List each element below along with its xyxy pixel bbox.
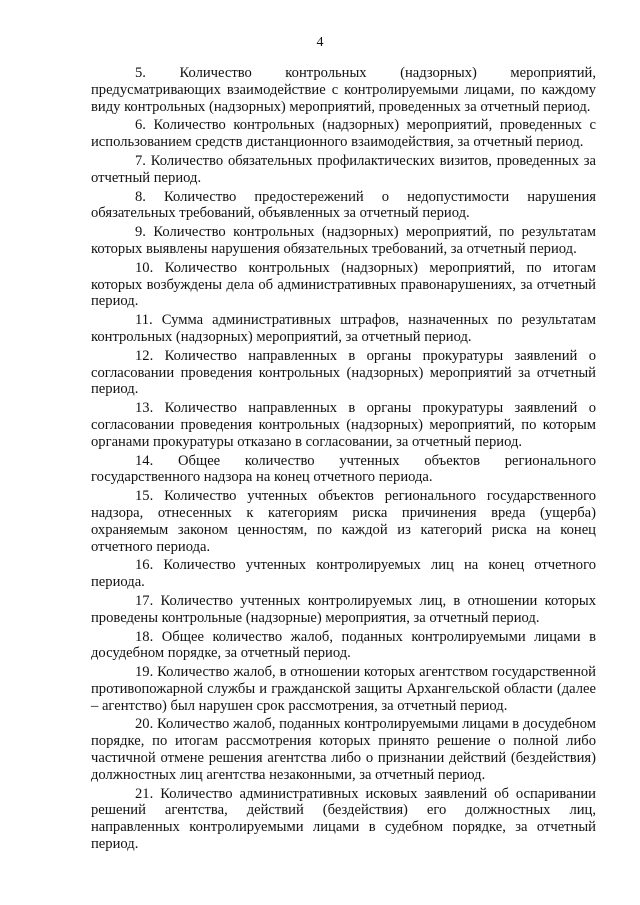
list-item-20: 20. Количество жалоб, поданных контролируемыми лицами в досудебном порядке, по итогам рассмотрения которых принято решение о полной либо частичной отмене решения агентства либо о признании действий (бездействия) должностных лиц агентства незаконными, за отчетный период. <box>91 716 596 783</box>
list-item-18: 18. Общее количество жалоб, поданных контролируемыми лицами в досудебном порядке, за отчетный период. <box>91 628 596 662</box>
document-body <box>91 65 596 855</box>
list-item-16: 16. Количество учтенных контролируемых лиц на конец отчетного периода. <box>91 557 596 591</box>
list-item-7: 7. Количество обязательных профилактических визитов, проведенных за отчетный период. <box>91 152 596 186</box>
list-item-10: 10. Количество контрольных (надзорных) мероприятий, по итогам которых возбуждены дела об административных правонарушениях, за отчетный период. <box>91 259 596 310</box>
page-number: 4 <box>316 35 324 50</box>
list-item-9: 9. Количество контрольных (надзорных) мероприятий, по результатам которых выявлены нарушения обязательных требований, за отчетный период. <box>91 224 596 257</box>
list-item-15: 15. Количество учтенных объектов регионального государственного надзора, отнесенных к категориям риска причинения вреда (ущерба) охраняемым законом ценностям, по каждой из категорий риска на конец отчетного периода. <box>91 488 596 555</box>
list-item-19: 19. Количество жалоб, в отношении которых агентством государственной противопожарной службы и гражданской защиты Архангельской области (далее – агентство) был нарушен срок рассмотрения, за отчетный период. <box>91 664 596 714</box>
list-item-6: 6. Количество контрольных (надзорных) мероприятий, проведенных с использованием средств дистанционного взаимодействия, за отчетный период. <box>91 117 596 151</box>
list-item-14: 14. Общее количество учтенных объектов регионального государственного надзора на конец отчетного периода. <box>91 452 596 486</box>
list-item-11: 11. Сумма административных штрафов, назначенных по результатам контрольных (надзорных) мероприятий, за отчетный период. <box>91 312 596 345</box>
list-item-21: 21. Количество административных исковых заявлений об оспаривании решений агентства, действий (бездействия) его должностных лиц, направленных контролируемыми лицами в судебном порядке, за отчетный период. <box>91 785 596 853</box>
list-item-8: 8. Количество предостережений о недопустимости нарушения обязательных требований, объявленных за отчетный период. <box>91 188 596 222</box>
list-item-5: 5. Количество контрольных (надзорных) мероприятий, предусматривающих взаимодействие с контролируемыми лицами, по каждому виду контрольных (надзорных) мероприятий, проведенных за отчетный период. <box>91 65 596 115</box>
list-item-17: 17. Количество учтенных контролируемых лиц, в отношении которых проведены контрольные (надзорные) мероприятия, за отчетный период. <box>91 592 596 626</box>
list-item-12: 12. Количество направленных в органы прокуратуры заявлений о согласовании проведения контрольных (надзорных) мероприятий за отчетный период. <box>91 347 596 398</box>
list-item-13: 13. Количество направленных в органы прокуратуры заявлений о согласовании проведения контрольных (надзорных) мероприятий, по которым органами прокуратуры отказано в согласовании, за отчетный период. <box>91 400 596 450</box>
